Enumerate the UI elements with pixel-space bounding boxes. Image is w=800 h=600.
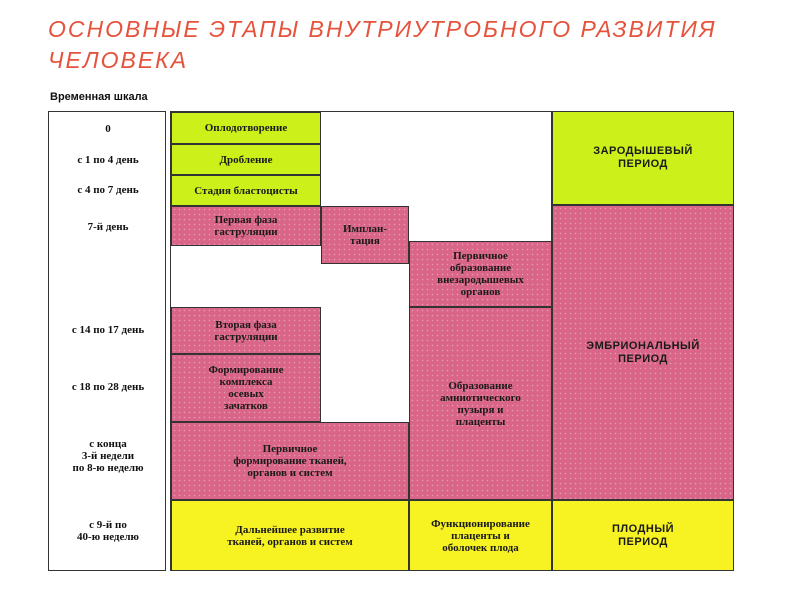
- period-germinal: ЗАРОДЫШЕВЫЙ ПЕРИОД: [552, 111, 734, 205]
- stage-fertilization: Оплодотворение: [171, 112, 321, 144]
- timeline-item: с 4 по 7 день: [77, 184, 139, 196]
- stage-gastrulation-2: Вторая фаза гаструляции: [171, 307, 321, 354]
- timeline-item: с 9-й по 40-ю неделю: [77, 519, 139, 543]
- stage-cleavage: Дробление: [171, 144, 321, 175]
- stage-axial-rudiments: Формирование комплекса осевых зачатков: [171, 354, 321, 422]
- stage-placenta-function: Функционирование плаценты и оболочек плода: [409, 500, 552, 571]
- timeline-item: 7-й день: [87, 221, 129, 233]
- timeline-item: с 1 по 4 день: [77, 154, 139, 166]
- period-fetal: ПЛОДНЫЙ ПЕРИОД: [552, 500, 734, 571]
- timeline-column: [48, 111, 166, 571]
- stage-gastrulation-1: Первая фаза гаструляции: [171, 206, 321, 246]
- stage-further-development: Дальнейшее развитие тканей, органов и систем: [171, 500, 409, 571]
- timeline-item: с 14 по 17 день: [71, 324, 145, 336]
- timeline-label: Временная шкала: [50, 91, 148, 103]
- stage-extraembryonic-organs: Первичное образование внезародышевых органов: [409, 241, 552, 307]
- period-embryonic: ЭМБРИОНАЛЬНЫЙ ПЕРИОД: [552, 205, 734, 500]
- stage-amnion-placenta: Образование амниотического пузыря и плаценты: [409, 307, 552, 500]
- stage-organogenesis: Первичное формирование тканей, органов и систем: [171, 422, 409, 500]
- timeline-item: с 18 по 28 день: [71, 381, 145, 393]
- stage-blastocyst: Стадия бластоцисты: [171, 175, 321, 206]
- timeline-item: 0: [105, 123, 111, 135]
- timeline-item: с конца 3-й недели по 8-ю неделю: [72, 438, 144, 474]
- stage-implantation: Имплан- тация: [321, 206, 409, 264]
- page-title: ОСНОВНЫЕ ЭТАПЫ ВНУТРИУТРОБНОГО РАЗВИТИЯ ЧЕЛОВЕКА: [48, 16, 717, 73]
